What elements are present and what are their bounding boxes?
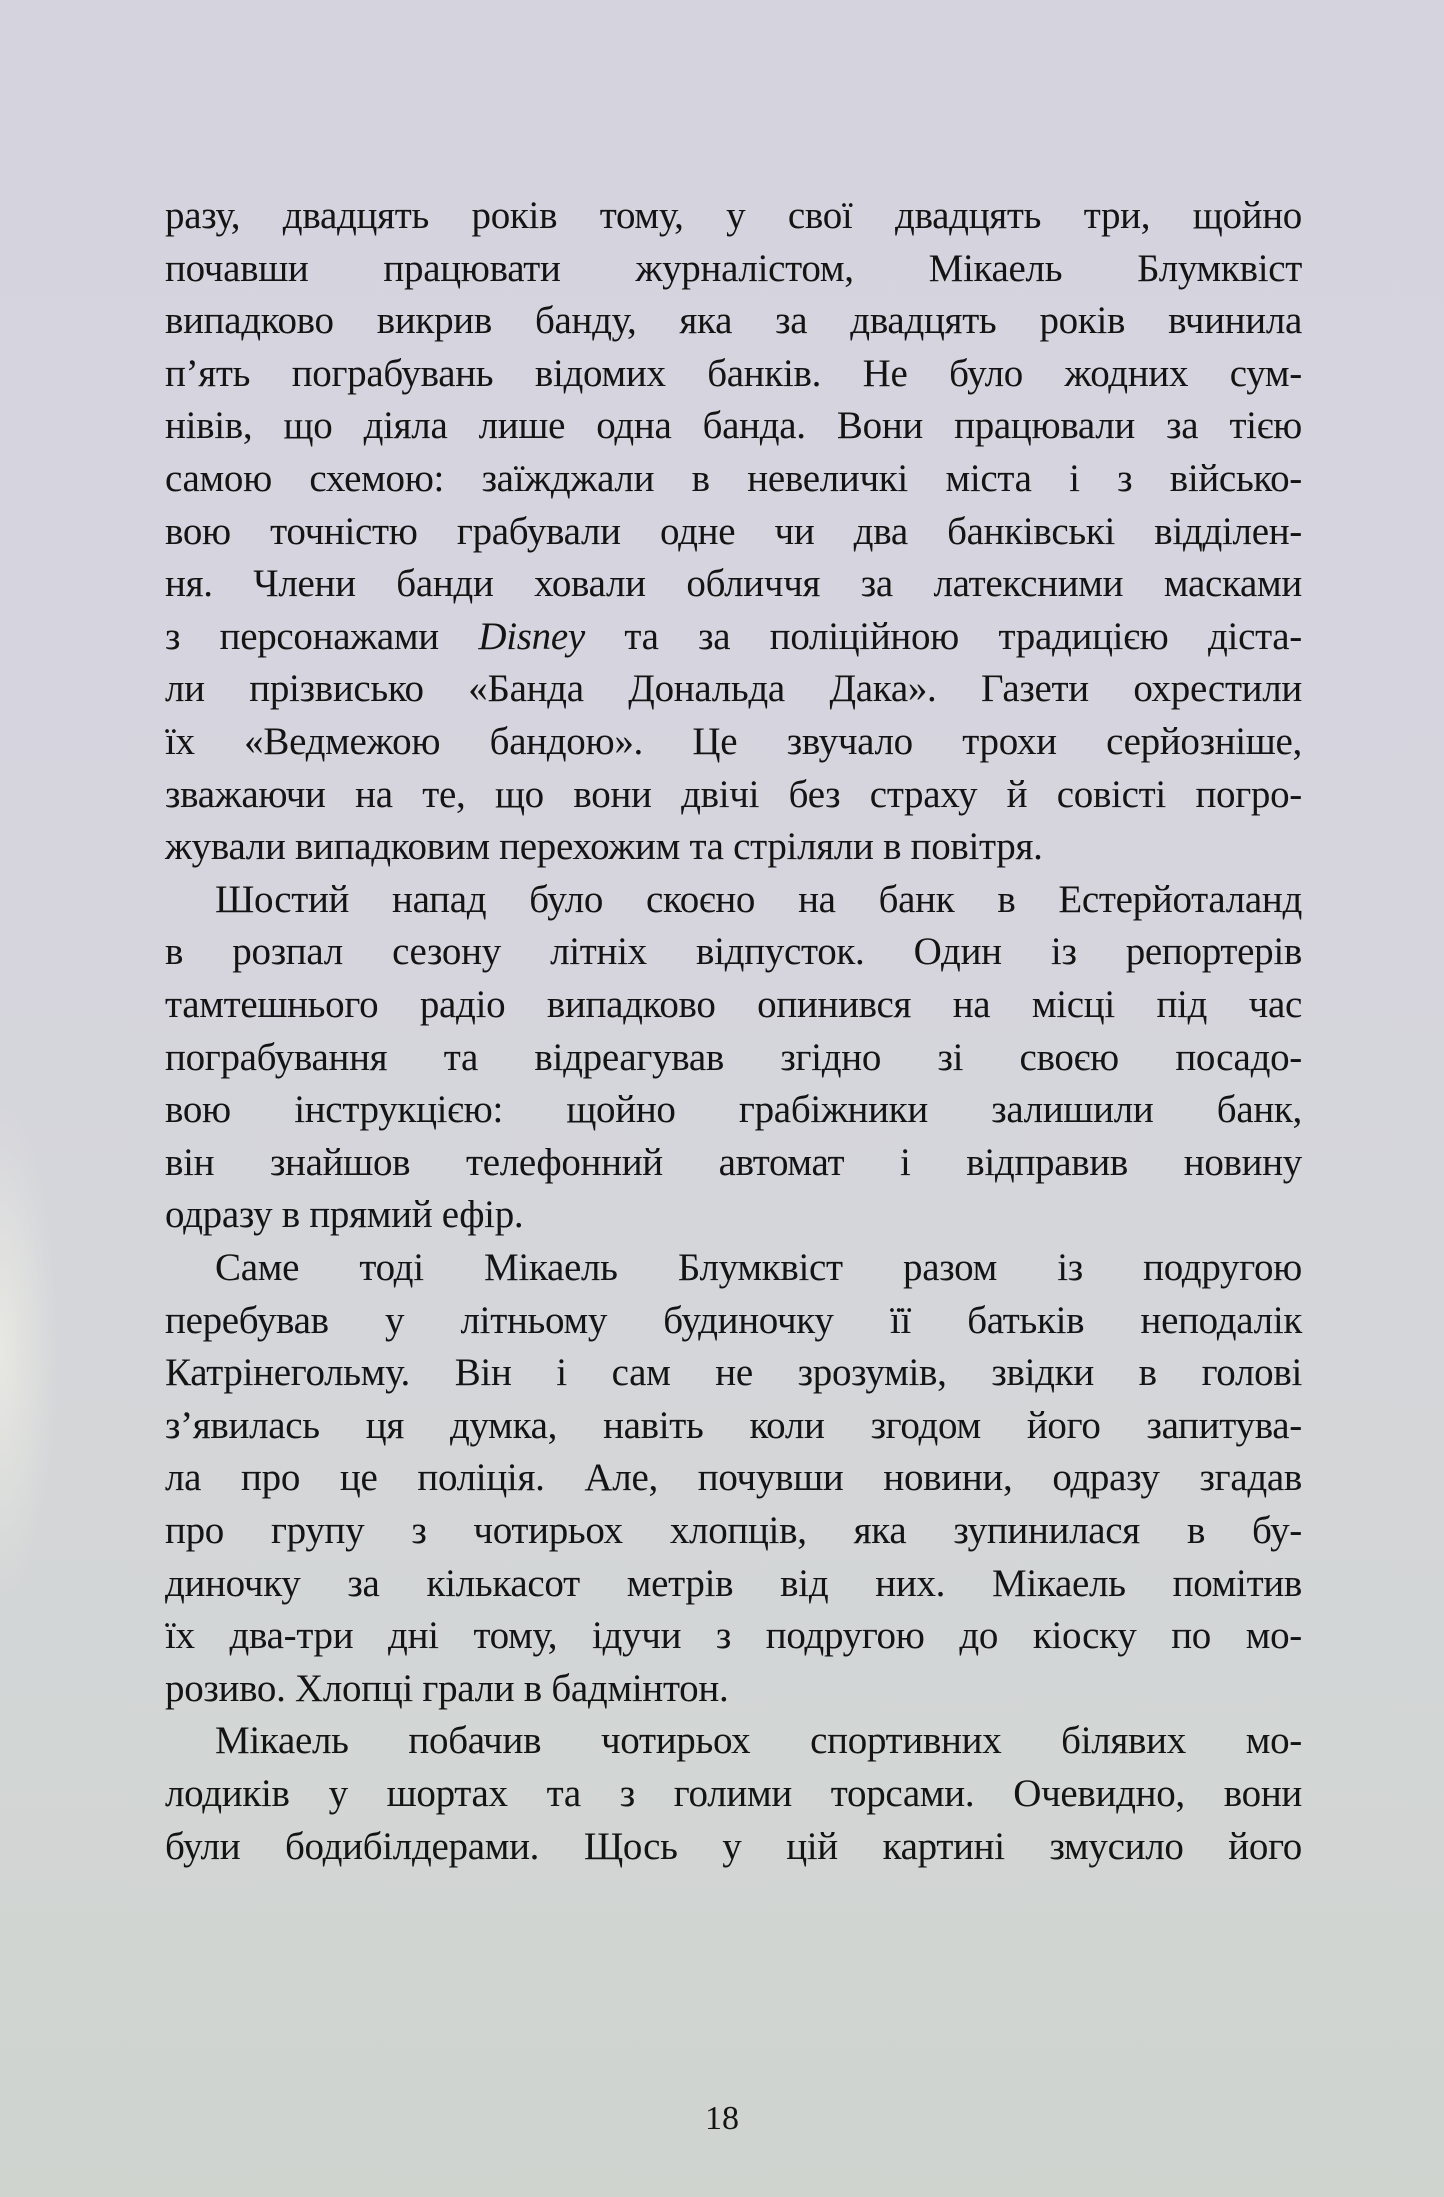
- text-line-with-italic: [165, 611, 1302, 663]
- text-line: пограбування та відреагував згідно зі своєю посадо-: [165, 1035, 1302, 1079]
- text-line: лодиків у шортах та з голими торсами. Очевидно, вони: [165, 1772, 1302, 1815]
- text-line-last: жували випадковим перехожим та стріляли в повітря.: [165, 825, 1043, 869]
- text-line: перебував у літньому будиночку її батьків неподалік: [165, 1298, 1302, 1342]
- text-line-first: Шостий напад було скоєно на банк в Естерйоталанд: [215, 877, 1302, 921]
- text-line-first: Мікаель побачив чотирьох спортивних білявих мо-: [215, 1719, 1302, 1763]
- text-fragment: та за поліційною традицією діста-: [584, 614, 1302, 658]
- text-line: він знайшов телефонний автомат і відправив новину: [165, 1140, 1302, 1184]
- text-line: вою інструкцією: щойно грабіжники залишили банк,: [165, 1088, 1302, 1132]
- text-line-last: розиво. Хлопці грали в бадмінтон.: [165, 1666, 729, 1710]
- page-number: 18: [705, 2100, 739, 2137]
- text-line: їх два-три дні тому, ідучи з подругою до кіоску по мо-: [165, 1614, 1302, 1658]
- text-line: почавши працювати журналістом, Мікаель Блумквіст: [165, 246, 1302, 290]
- text-line: з’явилась ця думка, навіть коли згодом його запитува-: [165, 1403, 1302, 1447]
- text-line: про групу з чотирьох хлопців, яка зупинилася в бу-: [165, 1509, 1302, 1552]
- text-fragment: з персонажами: [165, 614, 479, 658]
- text-line-first: Саме тоді Мікаель Блумквіст разом із подругою: [215, 1246, 1302, 1289]
- text-line: були бодибілдерами. Щось у цій картині змусило його: [165, 1824, 1302, 1868]
- light-glare: [0, 1100, 60, 1600]
- text-line: Катрінегольму. Він і сам не зрозумів, звідки в голові: [165, 1351, 1302, 1395]
- text-line: диночку за кількасот метрів від них. Мікаель помітив: [165, 1561, 1302, 1605]
- text-line: зважаючи на те, що вони двічі без страху й совісті погро-: [165, 772, 1302, 816]
- text-line: п’ять пограбувань відомих банків. Не було жодних сум-: [165, 351, 1302, 395]
- text-line: в розпал сезону літніх відпусток. Один із репортерів: [165, 930, 1302, 974]
- text-line: разу, двадцять років тому, у свої двадцять три, щойно: [165, 194, 1302, 237]
- text-line: тамтешнього радіо випадково опинився на місці під час: [165, 983, 1302, 1026]
- text-line: самою схемою: заїжджали в невеличкі міста і з військо-: [165, 457, 1302, 500]
- text-line: вою точністю грабували одне чи два банківські відділен-: [165, 509, 1302, 553]
- text-line-last: одразу в прямий ефір.: [165, 1193, 524, 1237]
- text-line: ла про це поліція. Але, почувши новини, одразу згадав: [165, 1456, 1302, 1500]
- text-line: ли прізвисько «Банда Дональда Дака». Газети охрестили: [165, 667, 1302, 711]
- text-line: нівів, що діяла лише одна банда. Вони працювали за тією: [165, 404, 1302, 448]
- text-line: випадково викрив банду, яка за двадцять років вчинила: [165, 299, 1302, 343]
- text-line: їх «Ведмежою бандою». Це звучало трохи серйозніше,: [165, 720, 1302, 763]
- italic-brand-name: Disney: [478, 614, 585, 658]
- text-line: ня. Члени банди ховали обличчя за латексними масками: [165, 562, 1302, 606]
